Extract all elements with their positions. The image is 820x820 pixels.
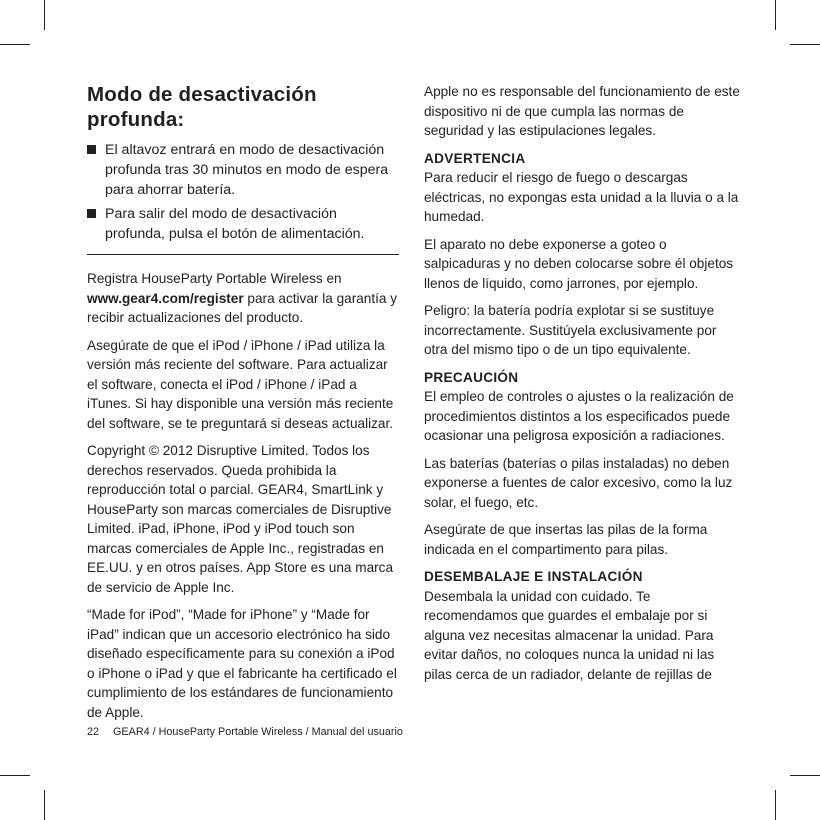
update-paragraph: Asegúrate de que el iPod / iPhone / iPad utiliza la versión más reciente del software. Para actualizar el software, conecta el iPod / iPhone / iPad a iTunes. Si hay disponible una versión más reciente del software, se te preguntará si deseas actualizar. [87, 337, 394, 431]
page-footer [87, 726, 403, 738]
warning-paragraph: El aparato no debe exponerse a goteo o salpicaduras y no deben colocarse sobre él objetos llenos de líquido, como jarrones, por ejemplo. [424, 236, 734, 291]
crop-mark [44, 0, 45, 30]
unpack-section [424, 567, 740, 684]
warning-paragraph: Para reducir el riesgo de fuego o descargas eléctricas, no expongas esta unidad a la lluvia o a la humedad. [424, 170, 739, 224]
crop-mark [0, 775, 30, 776]
crop-mark [790, 775, 820, 776]
page-number: 22 [87, 726, 100, 738]
warning-label: ADVERTENCIA [424, 150, 526, 166]
apple-disclaimer-paragraph: Apple no es responsable del funcionamiento de este dispositivo ni de que cumpla las normas de seguridad y las estipulaciones legales. [424, 84, 740, 138]
square-bullet-icon [87, 209, 96, 218]
crop-mark [775, 0, 776, 30]
bullet-item: Para salir del modo de desactivación profunda, pulsa el botón de alimentación. [87, 204, 399, 244]
caution-paragraph: El empleo de controles o ajustes o la realización de procedimientos distintos a los especificados puede ocasionar una peligrosa exposición a radiaciones. [424, 389, 734, 443]
caution-section [424, 368, 740, 560]
section-heading-deep-sleep: Modo de desactivación profunda: [87, 83, 317, 131]
crop-mark [44, 790, 45, 820]
warning-paragraph: Peligro: la batería podría explotar si se sustituye incorrectamente. Sustitúyela exclusivamente por otra del mismo tipo o de un tipo equivalente. [424, 303, 717, 357]
made-for-paragraph: “Made for iPod”, “Made for iPhone” y “Made for iPad” indican que un accesorio electrónico ha sido diseñado específicamente para su conexión a iPod o iPhone o iPad y que el fabricante ha certificado el cumplimiento de los estándares de funcionamiento de Apple. [87, 607, 397, 720]
footer-text: GEAR4 / HouseParty Portable Wireless / Manual del usuario [113, 726, 403, 738]
crop-mark [790, 44, 820, 45]
caution-paragraph: Las baterías (baterías o pilas instaladas) no deben exponerse a fuentes de calor excesivo, como la luz solar, el fuego, etc. [424, 455, 733, 510]
caution-label: PRECAUCIÓN [424, 369, 519, 385]
register-paragraph: Registra HouseParty Portable Wireless en www.gear4.com/register para activar la garantía y recibir actualizaciones del producto. [87, 271, 398, 325]
caution-paragraph: Asegúrate de que insertas las pilas de la forma indicada en el compartimento para pilas. [424, 522, 708, 557]
left-column [87, 82, 399, 730]
divider [87, 254, 399, 255]
crop-mark [0, 44, 30, 45]
warning-section [424, 149, 740, 360]
bullet-list [87, 140, 399, 244]
right-column [424, 82, 740, 692]
register-link[interactable]: www.gear4.com/register [87, 290, 244, 306]
crop-mark [775, 790, 776, 820]
bullet-item: El altavoz entrará en modo de desactivación profunda tras 30 minutos en modo de espera para ahorrar batería. [87, 140, 399, 200]
square-bullet-icon [87, 145, 96, 154]
copyright-paragraph: Copyright © 2012 Disruptive Limited. Todos los derechos reservados. Queda prohibida la reproducción total o parcial. GEAR4, SmartLink y HouseParty son marcas comerciales de Disruptive Limited. iPad, iPhone, iPod y iPod touch son marcas comerciales de Apple Inc., registradas en EE.UU. y en otros países. App Store es una marca de servicio de Apple Inc. [87, 443, 394, 595]
unpack-label: DESEMBALAJE E INSTALACIÓN [424, 569, 643, 584]
unpack-paragraph: Desembala la unidad con cuidado. Te recomendamos que guardes el embalaje por si alguna vez necesitas almacenar la unidad. Para evitar daños, no coloques nunca la unidad ni las pilas cerca de un radiador, delante de rejillas de [424, 588, 715, 682]
